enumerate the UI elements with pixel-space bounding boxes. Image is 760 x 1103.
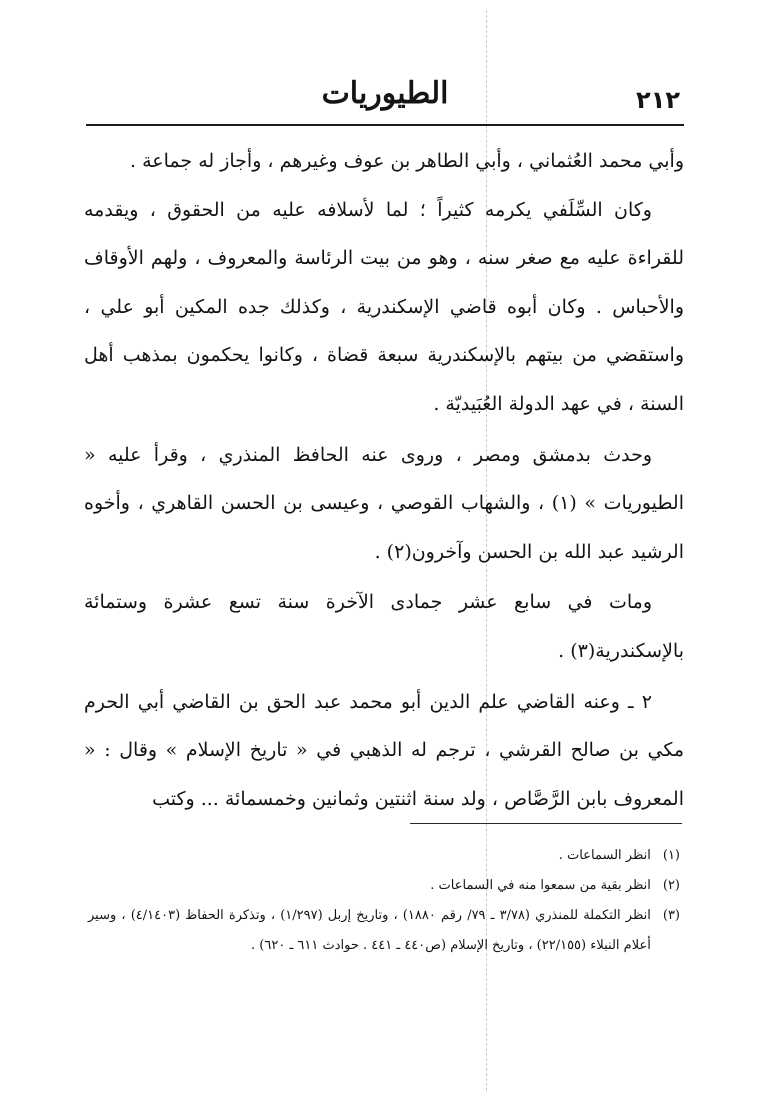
main-text — [84, 137, 684, 823]
paragraph: ومات في سابع عشر جمادى الآخرة سنة تسع عشرة وستمائة بالإسكندرية(٣) . — [84, 591, 684, 662]
footnote-item — [88, 871, 680, 901]
paragraph: وكان السِّلَفي يكرمه كثيراً ؛ لما لأسلافه عليه من الحقوق ، ويقدمه للقراءة عليه مع صغر سنه ، وهو من بيت الرئاسة والمعروف ، ولهم الأوقاف والأحباس . وكان أبوه قاضي الإسكندرية ، وكذلك جده المكين أبو علي ، واستقضي من بيتهم بالإسكندرية سبعة قضاة ، وكانوا يحكمون بمذهب أهل السنة ، في عهد الدولة العُبَيديّة . — [84, 198, 684, 415]
footnote-text: انظر السماعات . — [558, 848, 651, 863]
running-title: الطيوريات — [321, 76, 449, 111]
page-number: ٢١٢ — [636, 86, 680, 114]
footnote-item — [88, 841, 680, 871]
footnotes — [88, 841, 680, 961]
footnote-item — [88, 901, 680, 961]
footnote-number: (١) — [662, 848, 680, 863]
page-header — [86, 72, 684, 126]
paragraph: ٢ ـ وعنه القاضي علم الدين أبو محمد عبد الحق بن القاضي أبي الحرم مكي بن صالح القرشي ، ترجم له الذهبي في « تاريخ الإسلام » وقال : « المعروف بابن الرَّصَّاص ، ولد سنة اثنتين وثمانين وخمسمائة ... وكتب — [84, 690, 684, 810]
footnote-separator — [410, 823, 682, 824]
footnote-text: انظر بقية من سمعوا منه في السماعات . — [430, 878, 651, 893]
footnote-number: (٣) — [662, 908, 680, 923]
footnote-text: انظر التكملة للمنذري (٣/٧٨ ـ ٧٩/ رقم ١٨٨٠) ، وتاريخ إربل (١/٢٩٧) ، وتذكرة الحفاظ (٤/١٤٠٣) ، وسير أعلام النبلاء (٢٢/١٥٥) ، وتاريخ الإسلام (ص٤٤٠ ـ ٤٤١ . حوادث ٦١١ ـ ٦٢٠) . — [88, 908, 651, 953]
paragraph: وحدث بدمشق ومصر ، وروى عنه الحافظ المنذري ، وقرأ عليه « الطيوريات » (١) ، والشهاب القوصي ، وعيسى بن الحسن القاهري ، وأخوه الرشيد عبد الله بن الحسن وآخرون(٢) . — [84, 443, 684, 563]
footnote-number: (٢) — [662, 878, 680, 893]
paragraph: وأبي محمد العُثماني ، وأبي الطاهر بن عوف وغيرهم ، وأجاز له جماعة . — [130, 150, 684, 172]
